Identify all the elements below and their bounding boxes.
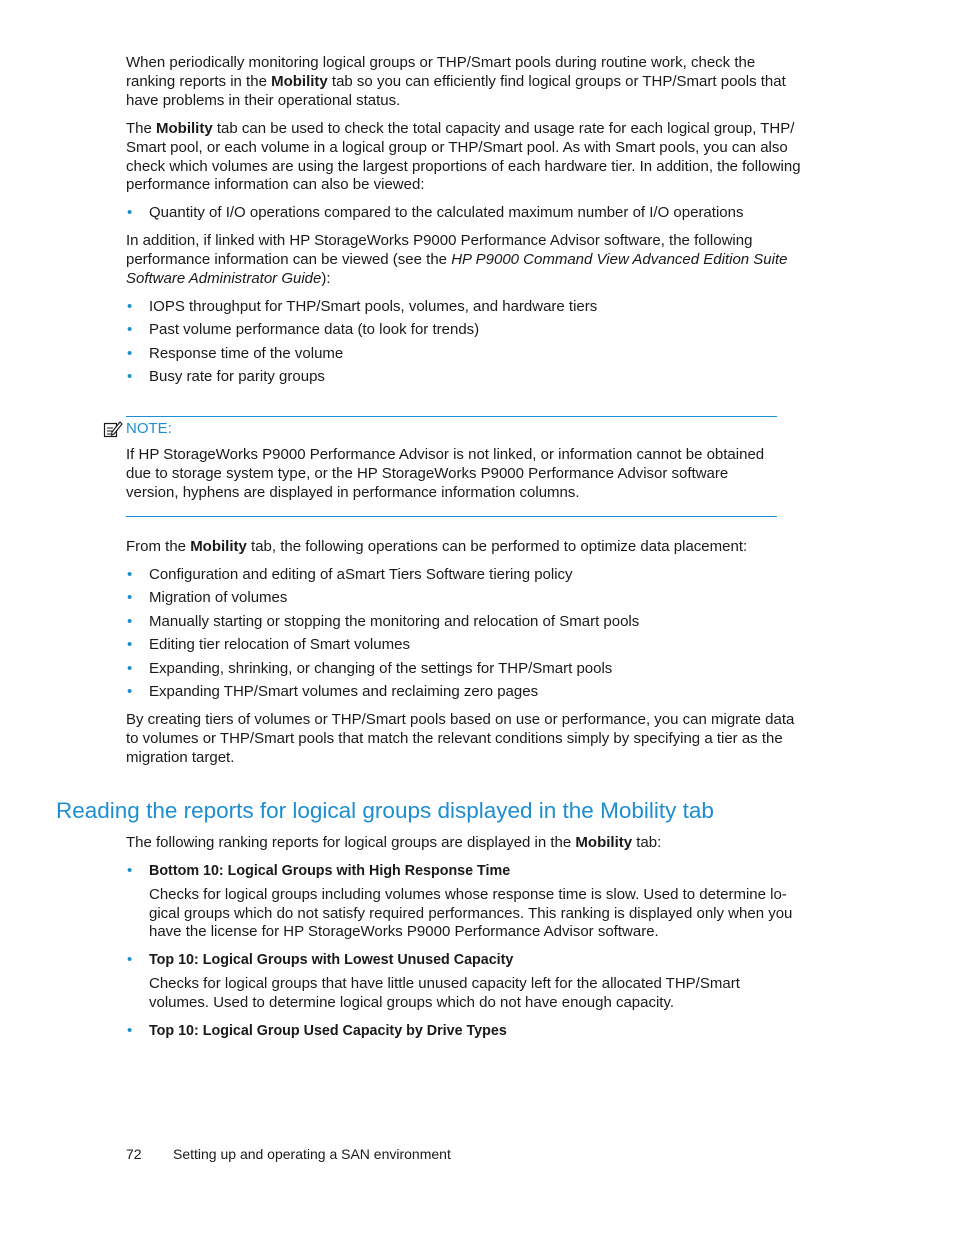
list-item: • Quantity of I/O operations compared to the calculated maximum number of I/O operations	[126, 204, 802, 223]
emphasis-text: Mobility	[156, 120, 213, 137]
note-text: If HP StorageWorks P9000 Performance Advisor is not linked, or information cannot be obtained due to storage system type, or the HP StorageWorks P9000 Performance Advisor software version, hyphens are displayed in performance information columns.	[126, 446, 765, 501]
text-run: The	[126, 120, 157, 137]
list-item: • Manually starting or stopping the monitoring and relocation of Smart pools	[126, 613, 802, 632]
emphasis-text: Mobility	[271, 72, 328, 90]
emphasis-text: Mobility	[190, 538, 247, 555]
list-item: • Response time of the volume	[126, 345, 802, 364]
list-item: • Configuration and editing of aSmart Tiers Software tiering policy	[126, 566, 802, 585]
report-title: • Top 10: Logical Group Used Capacity by Drive Types	[149, 1022, 507, 1039]
intro-paragraph-3	[126, 232, 802, 288]
list-item: • IOPS throughput for THP/Smart pools, volumes, and hardware tiers	[126, 298, 802, 317]
section-heading: Reading the reports for logical groups displayed in the Mobility tab	[56, 798, 714, 823]
report-title: • Bottom 10: Logical Groups with High Response Time	[149, 863, 511, 879]
note-bottom-rule	[126, 516, 777, 517]
report-title: • Top 10: Logical Groups with Lowest Unused Capacity	[149, 952, 514, 969]
note-pencil-icon	[103, 420, 123, 438]
list-item: • Expanding THP/Smart volumes and reclaiming zero pages	[126, 683, 802, 702]
note-label: NOTE:	[126, 420, 172, 437]
list-item: • Migration of volumes	[126, 589, 802, 608]
operations-bullet-list	[126, 566, 802, 706]
note-heading	[103, 420, 172, 439]
list-item: • Past volume performance data (to look for trends)	[126, 321, 802, 340]
report-item	[126, 862, 802, 942]
performance-bullet-list	[126, 204, 802, 227]
note-top-rule	[126, 416, 777, 417]
migration-paragraph: By creating tiers of volumes or THP/Smart pools based on use or performance, you can migrate data to volumes or THP/Smart pools that match the relevant conditions simply by specifying a tier as the migration target.	[126, 711, 795, 766]
page-number: 72	[126, 1146, 142, 1162]
text-run: From the	[126, 538, 191, 555]
chapter-title: Setting up and operating a SAN environment	[173, 1146, 451, 1162]
report-item	[126, 1022, 802, 1041]
text-run: In addition, if linked with HP StorageWorks P9000 Performance Advisor software, the following performance information can be viewed (see the	[126, 232, 753, 268]
text-run: When periodically monitoring logical groups or THP/Smart pools during routine work, check the ranking reports in the	[126, 54, 756, 90]
report-description: Checks for logical groups including volumes whose response time is slow. Used to determine lo- gical groups which do not satisfy required performances. This ranking is displayed only when you have the license for HP StorageWorks P9000 Performance Advisor software.	[149, 885, 793, 941]
advisor-bullet-list	[126, 298, 802, 392]
list-item: • Expanding, shrinking, or changing of the settings for THP/Smart pools	[126, 660, 802, 679]
intro-paragraph-2	[126, 120, 802, 195]
text-run: tab, the following operations can be performed to optimize data placement:	[246, 538, 748, 555]
text-run: tab:	[632, 834, 662, 851]
text-run: tab can be used to check the total capacity and usage rate for each logical group, THP/ Smart pool, or each volume in a logical group or THP/Smart pool. As with Smart pools, you can also check which volumes are using the largest proportions of each hardware tier. In addition, the following performance information can also be viewed:	[126, 120, 801, 194]
emphasis-text: Mobility	[575, 834, 633, 851]
report-definition-list	[126, 862, 802, 1040]
report-item	[126, 951, 802, 1012]
report-description: Checks for logical groups that have little unused capacity left for the allocated THP/Smart volumes. Used to determine logical groups which do not have enough capacity.	[149, 974, 740, 1011]
section-intro	[126, 834, 802, 853]
list-item: • Busy rate for parity groups	[126, 368, 802, 387]
page-footer	[126, 1145, 451, 1163]
guide-title: HP P9000 Command View Advanced Edition Suite Software Administrator Guide	[126, 250, 788, 287]
text-run: ):	[321, 269, 331, 287]
text-run: tab so you can efficiently find logical groups or THP/Smart pools that have problems in their operational status.	[126, 72, 786, 109]
intro-paragraph-1	[126, 54, 802, 110]
text-run: The following ranking reports for logical groups are displayed in the	[126, 834, 576, 851]
list-item: • Editing tier relocation of Smart volumes	[126, 636, 802, 655]
operations-paragraph	[126, 538, 802, 557]
